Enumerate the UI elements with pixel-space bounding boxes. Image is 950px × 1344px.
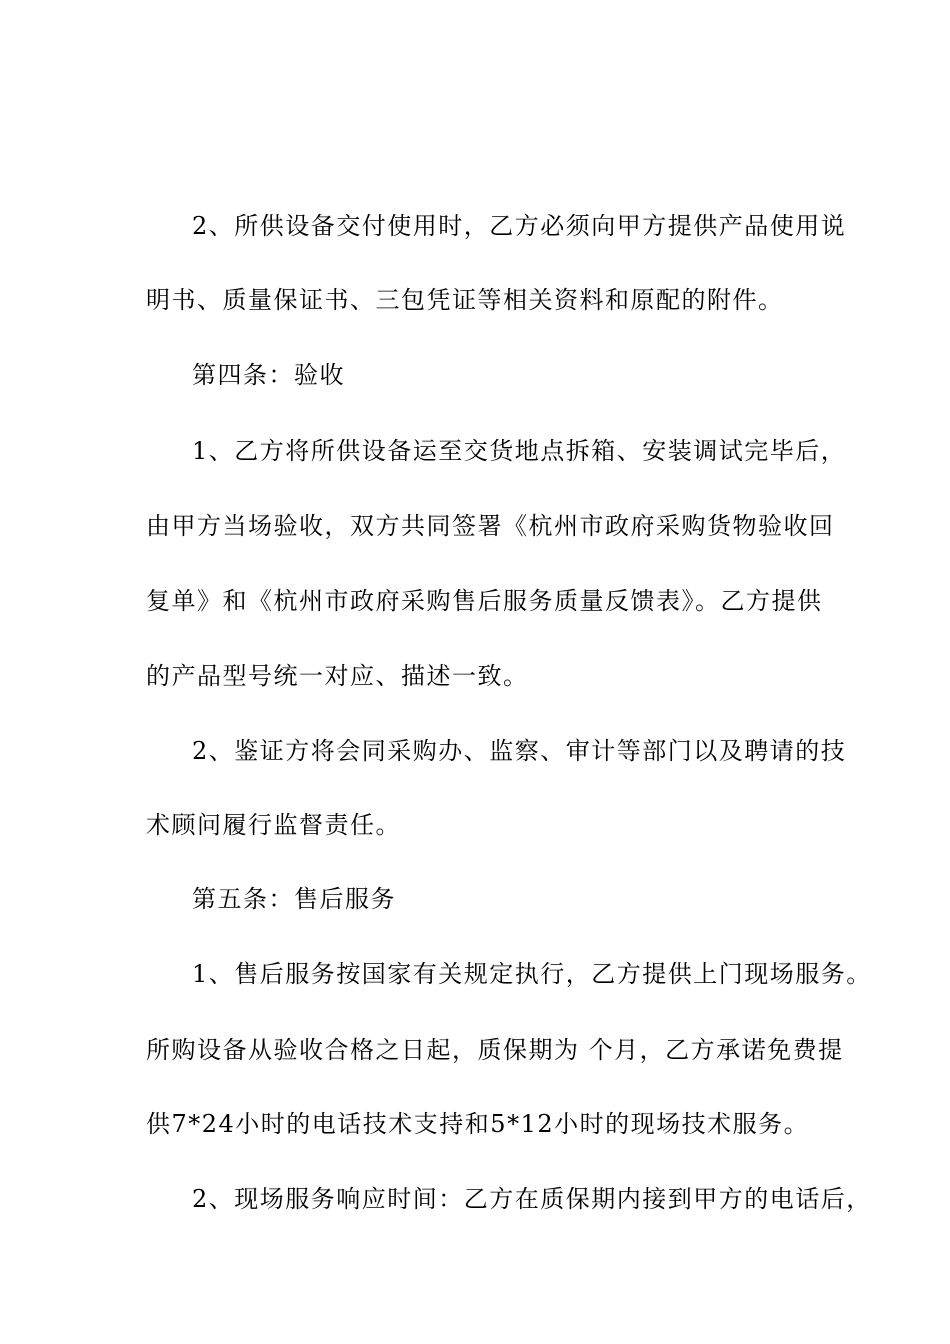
paragraph-line: 1、售后服务按国家有关规定执行，乙方提供上门现场服务。 (192, 960, 872, 988)
section-heading: 第五条：售后服务 (192, 885, 396, 913)
paragraph-line: 的产品型号统一对应、描述一致。 (146, 662, 529, 690)
paragraph-line: 2、所供设备交付使用时，乙方必须向甲方提供产品使用说 (192, 212, 847, 240)
paragraph-line: 复单》和《杭州市政府采购售后服务质量反馈表》。乙方提供 (146, 587, 823, 615)
paragraph-line: 术顾问履行监督责任。 (146, 811, 401, 839)
paragraph-line: 由甲方当场验收，双方共同签署《杭州市政府采购货物验收回 (146, 512, 835, 540)
section-heading: 第四条：验收 (192, 361, 345, 389)
paragraph-line: 供7*24小时的电话技术支持和5*12小时的现场技术服务。 (146, 1110, 810, 1138)
paragraph-line: 2、鉴证方将会同采购办、监察、审计等部门以及聘请的技 (192, 737, 847, 765)
paragraph-line: 所购设备从验收合格之日起，质保期为 个月，乙方承诺免费提 (146, 1036, 844, 1064)
paragraph-line: 明书、质量保证书、三包凭证等相关资料和原配的附件。 (146, 286, 784, 314)
paragraph-line: 1、乙方将所供设备运至交货地点拆箱、安装调试完毕后， (192, 437, 847, 465)
paragraph-line: 2、现场服务响应时间：乙方在质保期内接到甲方的电话后， (192, 1185, 872, 1213)
